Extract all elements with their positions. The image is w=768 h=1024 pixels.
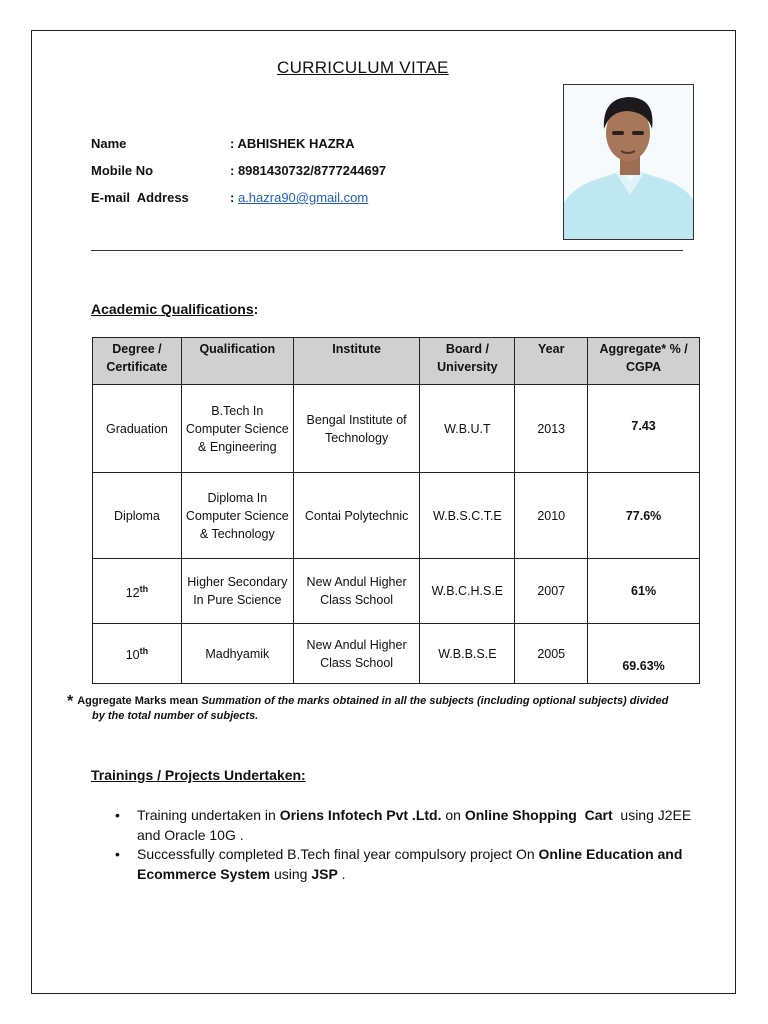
mobile-value: : 8981430732/8777244697 [230, 163, 387, 178]
cell-qualification: Diploma In Computer Science & Technology [181, 473, 293, 559]
degree-sup: th [139, 583, 149, 594]
list-item [115, 845, 705, 884]
cell-board: W.B.S.C.T.E [420, 473, 515, 559]
email-link[interactable]: a.hazra90@gmail.com [237, 190, 369, 205]
list-item [115, 806, 705, 845]
table-row [93, 385, 700, 473]
item-text: using J2EE and Oracle 10G . [137, 807, 696, 843]
academic-title-text: Academic Qualifications [91, 301, 254, 317]
item-text: Training undertaken in [137, 807, 280, 823]
cell-year: 2013 [515, 385, 588, 473]
cell-aggregate: 69.63% [588, 624, 700, 684]
page-title: CURRICULUM VITAE [277, 58, 449, 77]
item-text: Successfully completed B.Tech final year compulsory project On [137, 846, 539, 862]
item-text: on [441, 807, 465, 823]
item-bold: Online Education and Ecommerce System [137, 846, 683, 882]
academic-title-suffix: : [253, 301, 259, 317]
divider [91, 250, 683, 251]
table-row [93, 473, 700, 559]
cell-degree [93, 559, 182, 624]
header-aggregate: Aggregate* % / CGPA [588, 338, 700, 385]
item-bold: Oriens Infotech Pvt .Ltd. [279, 807, 442, 823]
degree-number: 10 [125, 648, 140, 663]
cell-year: 2005 [515, 624, 588, 684]
cell-aggregate: 61% [588, 559, 700, 624]
table-row [93, 559, 700, 624]
header-degree: Degree / Certificate [93, 338, 182, 385]
footnote [67, 694, 707, 724]
cell-degree [93, 624, 182, 684]
cell-board: W.B.U.T [420, 385, 515, 473]
header-qualification: Qualification [181, 338, 293, 385]
mobile-label: Mobile No [91, 163, 154, 178]
trainings-title-text: Trainings / Projects Undertaken: [91, 767, 306, 783]
academic-table [92, 337, 700, 684]
email-prefix: : [230, 190, 235, 205]
cell-degree: Graduation [93, 385, 182, 473]
cell-qualification: Higher Secondary In Pure Science [181, 559, 293, 624]
trainings-section-title [91, 767, 306, 783]
item-bold: Online Shopping Cart [464, 807, 613, 823]
degree-number: 12 [125, 586, 140, 601]
name-value: : ABHISHEK HAZRA [230, 136, 355, 151]
footnote-star: * [67, 693, 74, 710]
header-year: Year [515, 338, 588, 385]
cell-institute: New Andul Higher Class School [293, 559, 420, 624]
bullet-icon: • [115, 846, 120, 862]
cell-year: 2010 [515, 473, 588, 559]
item-bold: JSP [311, 865, 338, 882]
portrait-image [564, 85, 694, 240]
cell-institute: Contai Polytechnic [293, 473, 420, 559]
email-label: E-mail Address [91, 190, 189, 205]
cell-board: W.B.B.S.E [420, 624, 515, 684]
cell-year: 2007 [515, 559, 588, 624]
table-header-row [93, 338, 700, 385]
cell-aggregate: 7.43 [588, 385, 700, 473]
cell-aggregate: 77.6% [588, 473, 700, 559]
bullet-icon: • [115, 807, 120, 823]
trainings-list [115, 806, 705, 884]
academic-section-title [91, 301, 258, 317]
header-institute: Institute [293, 338, 420, 385]
header-board: Board / University [420, 338, 515, 385]
email-value-wrap [230, 190, 368, 205]
cell-institute: Bengal Institute of Technology [293, 385, 420, 473]
item-text: using [270, 865, 312, 882]
footnote-lead: Aggregate Marks mean [77, 695, 199, 707]
cell-institute: New Andul Higher Class School [293, 624, 420, 684]
table-row [93, 624, 700, 684]
name-label: Name [91, 136, 127, 151]
profile-photo [563, 84, 694, 240]
footnote-text-1: Summation of the marks obtained in all the subjects (including optional subjects) divided [201, 695, 669, 707]
degree-sup: th [139, 646, 149, 657]
cell-board: W.B.C.H.S.E [420, 559, 515, 624]
cell-degree: Diploma [93, 473, 182, 559]
cell-qualification: Madhyamik [181, 624, 293, 684]
cell-qualification: B.Tech In Computer Science & Engineering [181, 385, 293, 473]
item-text: . [337, 865, 346, 882]
footnote-text-2: by the total number of subjects. [92, 710, 259, 722]
